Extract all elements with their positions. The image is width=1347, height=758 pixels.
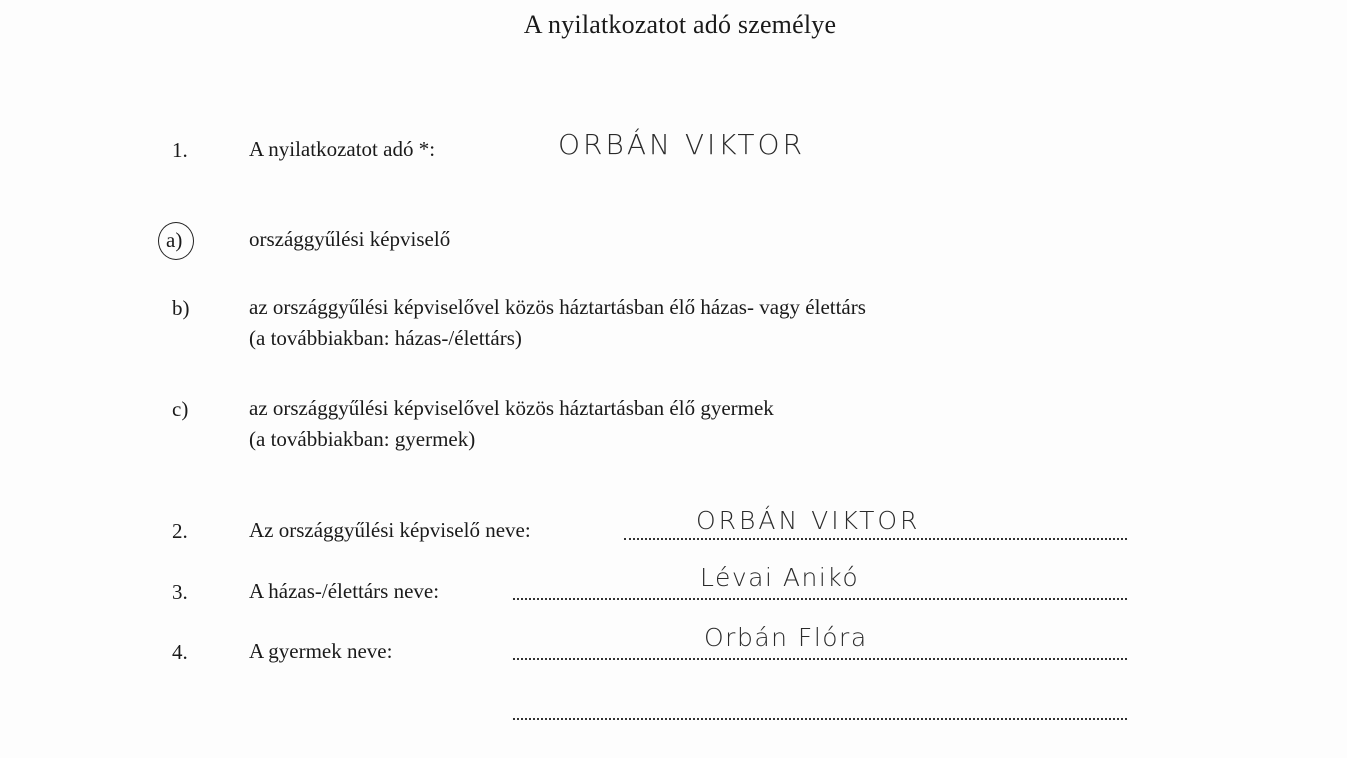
item-3-handwritten-name: Lévai Anikó [700, 563, 860, 592]
item-3-label: A házas-/élettárs neve: [249, 579, 440, 603]
item-3-number: 3. [172, 580, 188, 604]
option-b-text-line1: az országgyűlési képviselővel közös háztartásban élő házas- vagy élettárs [249, 295, 866, 319]
item-2-dotted-line [624, 538, 1127, 540]
option-a-marker: a) [166, 228, 183, 252]
option-c-text-line2: (a továbbiakban: gyermek) [249, 427, 476, 451]
extra-dotted-line [513, 718, 1127, 720]
option-c-marker: c) [172, 397, 189, 421]
option-a-text: országgyűlési képviselő [249, 227, 451, 251]
item-2-number: 2. [172, 519, 188, 543]
item-2-label: Az országgyűlési képviselő neve: [249, 518, 531, 542]
item-2-handwritten-name: ORBÁN VIKTOR [696, 506, 921, 535]
item-3-dotted-line [513, 598, 1127, 600]
item-1-number: 1. [172, 138, 188, 162]
item-1-label: A nyilatkozatot adó *: [249, 137, 436, 161]
option-c-text-line1: az országgyűlési képviselővel közös háztartásban élő gyermek [249, 396, 774, 420]
item-4-handwritten-name: Orbán Flóra [704, 623, 868, 652]
option-b-text-line2: (a továbbiakban: házas-/élettárs) [249, 326, 522, 350]
item-1-handwritten-name: ORBÁN VIKTOR [558, 128, 806, 161]
item-4-label: A gyermek neve: [249, 639, 393, 663]
option-b-marker: b) [172, 296, 190, 320]
item-4-number: 4. [172, 640, 188, 664]
item-4-dotted-line [513, 658, 1127, 660]
form-title: A nyilatkozatot adó személye [523, 10, 837, 39]
